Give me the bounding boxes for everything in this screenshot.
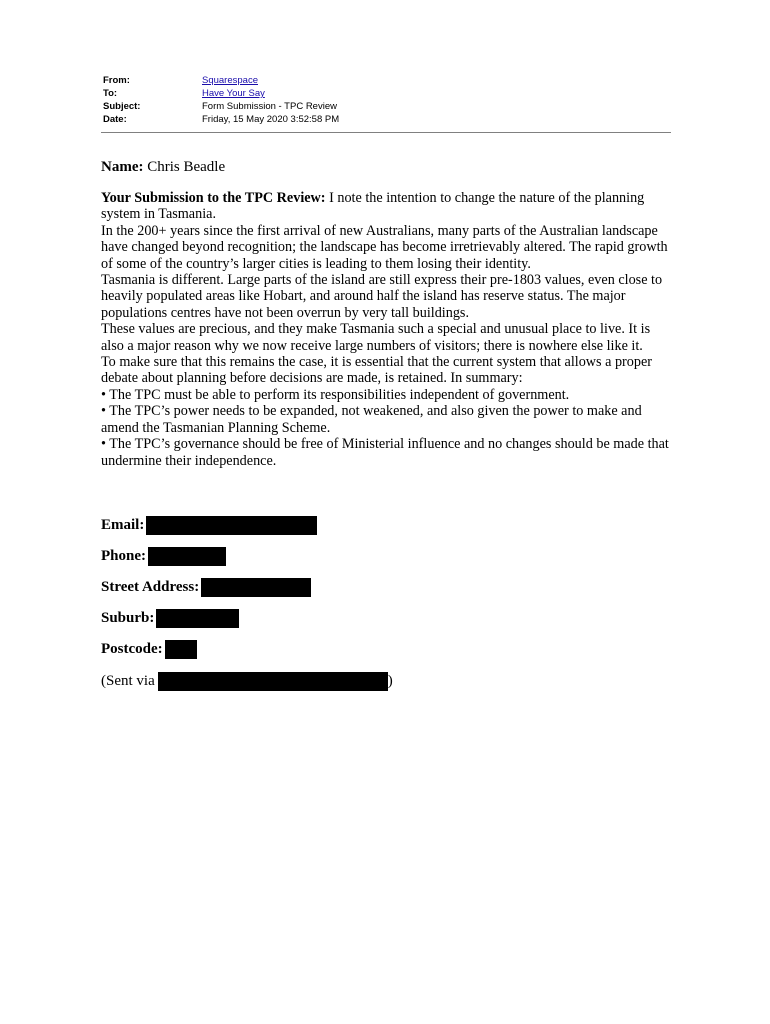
from-link[interactable]: Squarespace [202, 75, 258, 86]
name-value: Chris Beadle [147, 159, 226, 175]
sent-via-redaction [158, 672, 388, 691]
to-link[interactable]: Have Your Say [202, 88, 265, 99]
header-divider [101, 132, 671, 133]
submission-bullet: • The TPC’s power needs to be expanded, not weakened, and also given the power to make and amend the Tasmanian Planning Scheme. [101, 403, 642, 436]
street-address-label: Street Address: [101, 579, 200, 595]
header-subject-row [103, 100, 671, 113]
submission-body [101, 190, 673, 469]
header-from-row [103, 74, 671, 87]
name-line [101, 158, 225, 176]
suburb-field-row [101, 608, 239, 628]
date-value: Friday, 15 May 2020 3:52:58 PM [202, 114, 340, 125]
postcode-field-row [101, 639, 197, 659]
phone-label: Phone: [101, 548, 146, 564]
submission-paragraph: These values are precious, and they make Tasmania such a special and unusual place to live. It is also a major reason why we now receive large numbers of visitors; there is nowhere else like it. [101, 321, 651, 354]
email-header [103, 74, 671, 126]
submission-paragraph: In the 200+ years since the first arrival of new Australians, many parts of the Australian landscape have changed beyond recognition; the landscape has become irretrievably altered. The rapid growth of some of the country’s larger cities is leading to them losing their identity. [101, 222, 668, 272]
suburb-label: Suburb: [101, 610, 155, 626]
submission-bullet: • The TPC’s governance should be free of Ministerial influence and no changes should be made that undermine their independence. [101, 436, 669, 469]
postcode-label: Postcode: [101, 641, 163, 657]
header-to-row [103, 87, 671, 100]
sent-via-prefix: (Sent via [101, 673, 155, 689]
submission-intro-text: I note the intention to change the nature of the planning system in Tasmania. [101, 190, 645, 223]
submission-label: Your Submission to the TPC Review: [101, 190, 326, 206]
name-label: Name: [101, 159, 144, 175]
from-label: From: [103, 75, 130, 86]
header-date-row [103, 113, 671, 126]
subject-value: Form Submission - TPC Review [202, 101, 337, 112]
submission-bullet: • The TPC must be able to perform its responsibilities independent of government. [101, 386, 570, 403]
sent-via-suffix: ) [387, 673, 393, 689]
date-label: Date: [103, 114, 127, 125]
email-field-row [101, 515, 317, 535]
street-address-field-row [101, 577, 311, 597]
postcode-redaction [165, 640, 197, 659]
email-redaction [146, 516, 317, 535]
sent-via-row [101, 671, 393, 691]
submission-paragraph: Tasmania is different. Large parts of the island are still express their pre-1803 values, even close to heavily populated areas like Hobart, and around half the island has reserve status. The major populations centres have not been overrun by very tall buildings. [101, 272, 663, 321]
street-address-redaction [201, 578, 311, 597]
phone-field-row [101, 546, 226, 566]
subject-label: Subject: [103, 101, 141, 112]
submission-paragraph: To make sure that this remains the case, it is essential that the current system that allows a proper debate about planning before decisions are made, is retained. In summary: [101, 354, 652, 387]
suburb-redaction [156, 609, 239, 628]
phone-redaction [148, 547, 226, 566]
submission-intro [101, 190, 673, 223]
email-label: Email: [101, 517, 145, 533]
to-label: To: [103, 88, 118, 99]
